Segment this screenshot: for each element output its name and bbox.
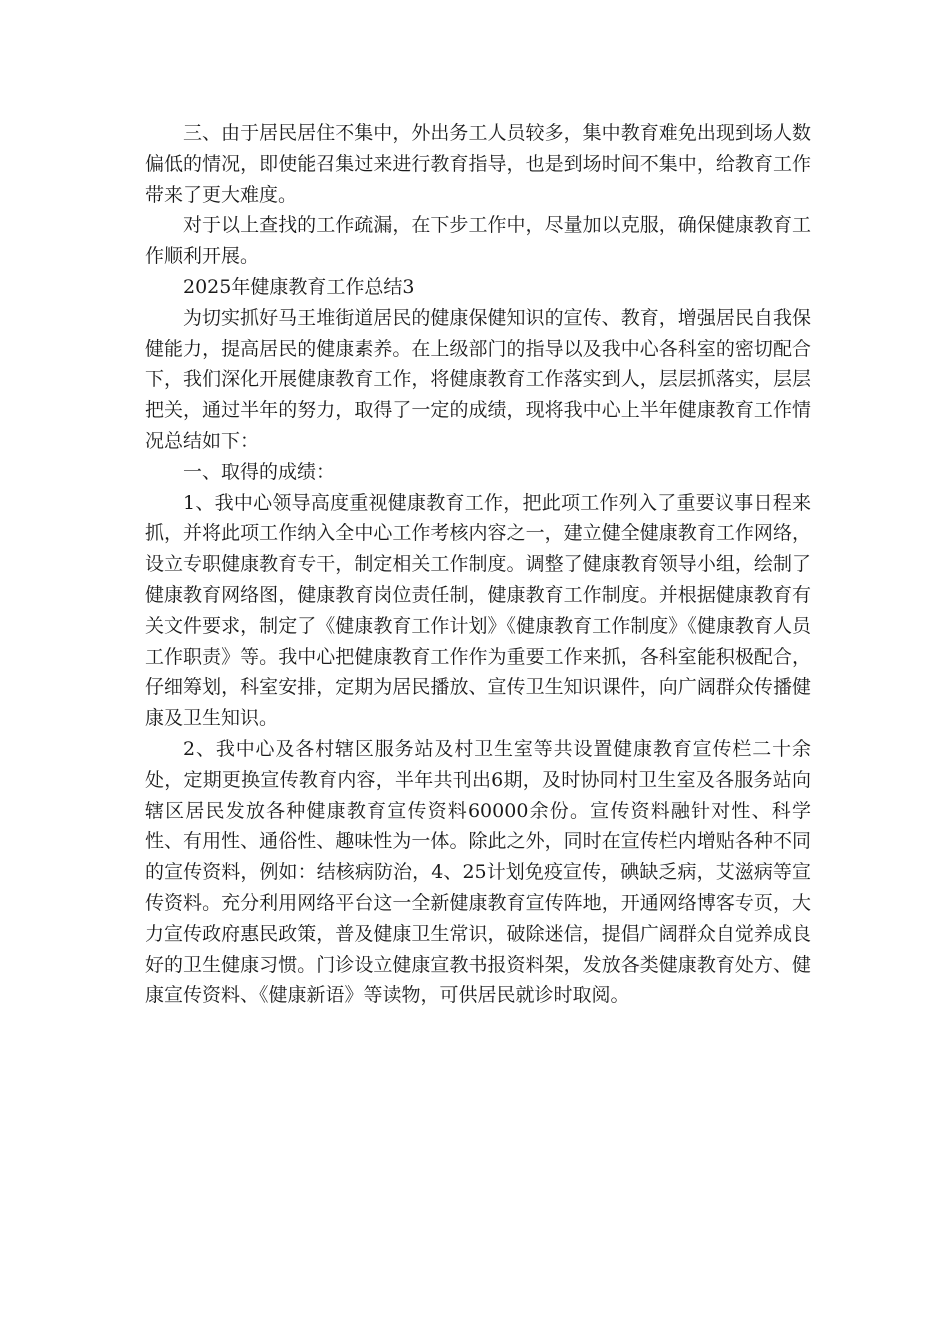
paragraph-intro: 为切实抓好马王堆街道居民的健康保健知识的宣传、教育，增强居民自我保健能力，提高居民的健康素养。在上级部门的指导以及我中心各科室的密切配合下，我们深化开展健康教育工作，将健康教育工作落实到人，层层抓落实，层层把关，通过半年的努力，取得了一定的成绩，现将我中心上半年健康教育工作情况总结如下： — [145, 306, 811, 452]
paragraph-remedy: 对于以上查找的工作疏漏，在下步工作中，尽量加以克服，确保健康教育工作顺利开展。 — [145, 214, 811, 268]
paragraph-problem-three: 三、由于居民居住不集中，外出务工人员较多，集中教育难免出现到场人数偏低的情况，即使能召集过来进行教育指导，也是到场时间不集中，给教育工作带来了更大难度。 — [145, 122, 811, 206]
document-body — [145, 118, 811, 1011]
paragraph-point-one: 1、我中心领导高度重视健康教育工作，把此项工作列入了重要议事日程来抓，并将此项工作纳入全中心工作考核内容之一，建立健全健康教育工作网络，设立专职健康教育专干，制定相关工作制度。调整了健康教育领导小组，绘制了健康教育网络图，健康教育岗位责任制，健康教育工作制度。并根据健康教育有关文件要求，制定了《健康教育工作计划》《健康教育工作制度》《健康教育人员工作职责》等。我中心把健康教育工作作为重要工作来抓，各科室能积极配合，仔细筹划，科室安排，定期为居民播放、宣传卫生知识课件，向广阔群众传播健康及卫生知识。 — [145, 491, 811, 730]
paragraph-point-two: 2、我中心及各村辖区服务站及村卫生室等共设置健康教育宣传栏二十余处，定期更换宣传教育内容，半年共刊出6期，及时协同村卫生室及各服务站向辖区居民发放各种健康教育宣传资料60000余份。宣传资料融针对性、科学性、有用性、通俗性、趣味性为一体。除此之外，同时在宣传栏内增贴各种不同的宣传资料，例如：结核病防治，4、25计划免疫宣传，碘缺乏病，艾滋病等宣传资料。充分利用网络平台这一全新健康教育宣传阵地，开通网络博客专页，大力宣传政府惠民政策，普及健康卫生常识，破除迷信，提倡广阔群众自觉养成良好的卫生健康习惯。门诊设立健康宣教书报资料架，发放各类健康教育处方、健康宣传资料、《健康新语》等读物，可供居民就诊时取阅。 — [145, 737, 811, 1007]
subheading-achievements: 一、取得的成绩： — [183, 460, 336, 483]
section-heading: 2025年健康教育工作总结3 — [183, 275, 415, 298]
